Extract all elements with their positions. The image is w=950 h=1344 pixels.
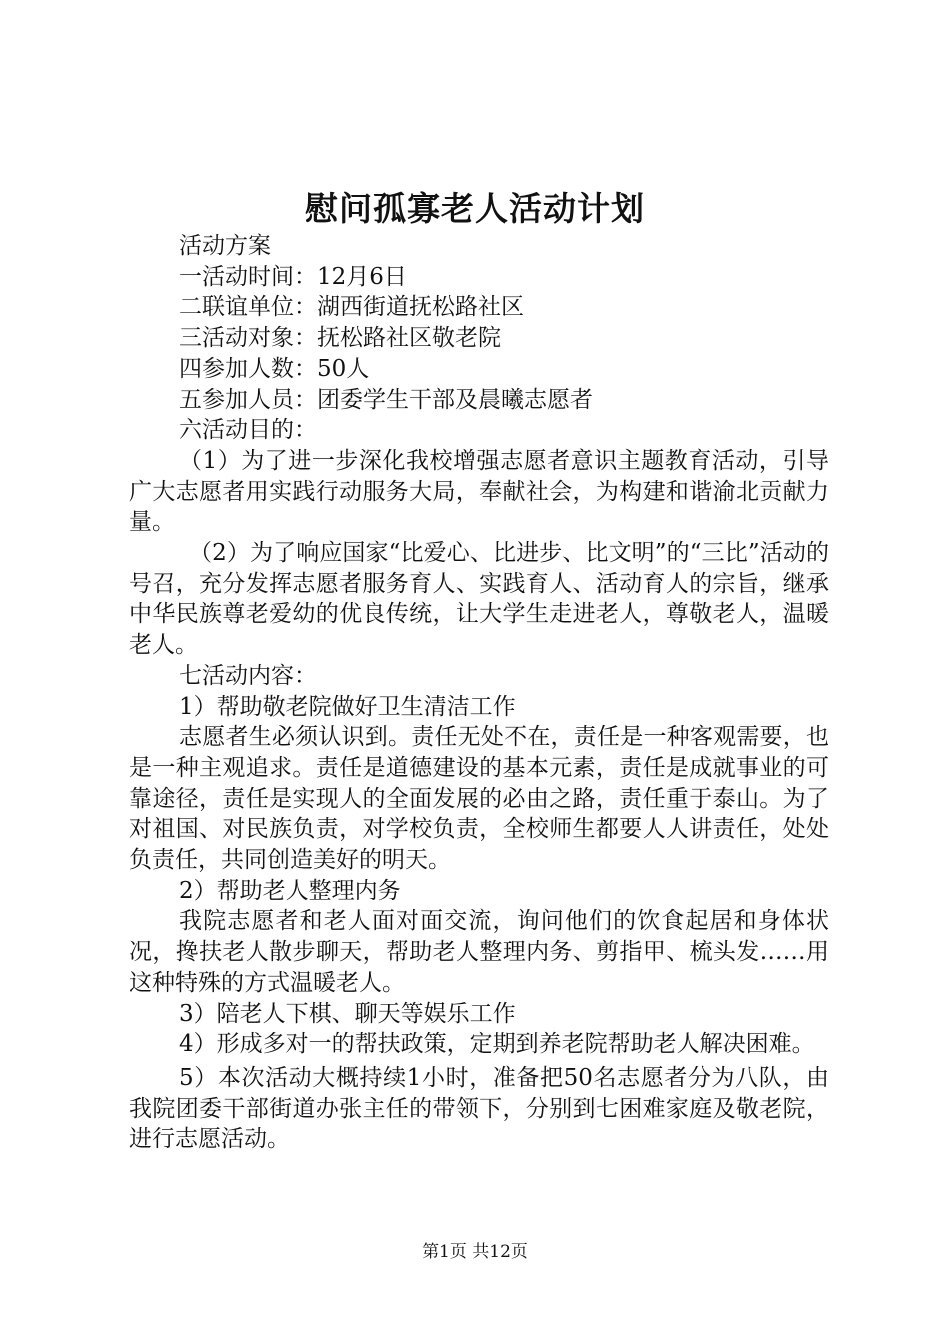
line-activity-time: 一活动时间：12月6日 <box>179 263 407 290</box>
line-activity-target: 三活动对象：抚松路社区敬老院 <box>179 325 501 352</box>
paragraph-item-1: 志愿者生必须认识到。责任无处不在，责任是一种客观需要，也是一种主观追求。责任是道德建设的基本元素，责任是成就事业的可靠途径，责任是实现人的全面发展的必由之路，责任重于泰山。为了对祖国、对民族负责，对学校负责，全校师生都要人人讲责任，处处负责任，共同创造美好的明天。 <box>129 724 829 874</box>
line-content-heading: 七活动内容： <box>179 662 317 689</box>
paragraph-purpose-2: （2）为了响应国家“比爱心、比进步、比文明”的“三比”活动的号召，充分发挥志愿者服务育人、实践育人、活动育人的宗旨，继承中华民族尊老爱幼的优良传统，让大学生走进老人，尊敬老人，温暖老人。 <box>129 540 829 659</box>
document-body <box>129 231 829 1155</box>
page-footer: 第1页 共12页 <box>422 1242 528 1262</box>
line-partner-unit: 二联谊单位：湖西街道抚松路社区 <box>179 294 524 321</box>
paragraph-item-5: 5）本次活动大概持续1小时，准备把50名志愿者分为八队，由我院团委干部街道办张主任的带领下，分别到七困难家庭及敬老院，进行志愿活动。 <box>129 1064 829 1153</box>
document-title: 慰问孤寡老人活动计划 <box>305 189 645 228</box>
line-item-3: 3）陪老人下棋、聊天等娱乐工作 <box>179 1000 516 1027</box>
line-participant-count: 四参加人数：50人 <box>179 355 370 382</box>
line-item-1: 1）帮助敬老院做好卫生清洁工作 <box>179 693 516 720</box>
line-participants: 五参加人员：团委学生干部及晨曦志愿者 <box>179 386 593 413</box>
paragraph-item-4: 4）形成多对一的帮扶政策，定期到养老院帮助老人解决困难。 <box>179 1031 815 1058</box>
line-purpose-heading: 六活动目的： <box>179 417 317 444</box>
line-activity-plan: 活动方案 <box>179 233 271 259</box>
paragraph-purpose-1: （1）为了进一步深化我校增强志愿者意识主题教育活动，引导广大志愿者用实践行动服务大局，奉献社会，为构建和谐渝北贡献力量。 <box>129 447 829 536</box>
paragraph-item-2: 我院志愿者和老人面对面交流，询问他们的饮食起居和身体状况，搀扶老人散步聊天，帮助老人整理内务、剪指甲、梳头发……用这种特殊的方式温暖老人。 <box>129 908 829 996</box>
line-item-2: 2）帮助老人整理内务 <box>179 877 401 904</box>
